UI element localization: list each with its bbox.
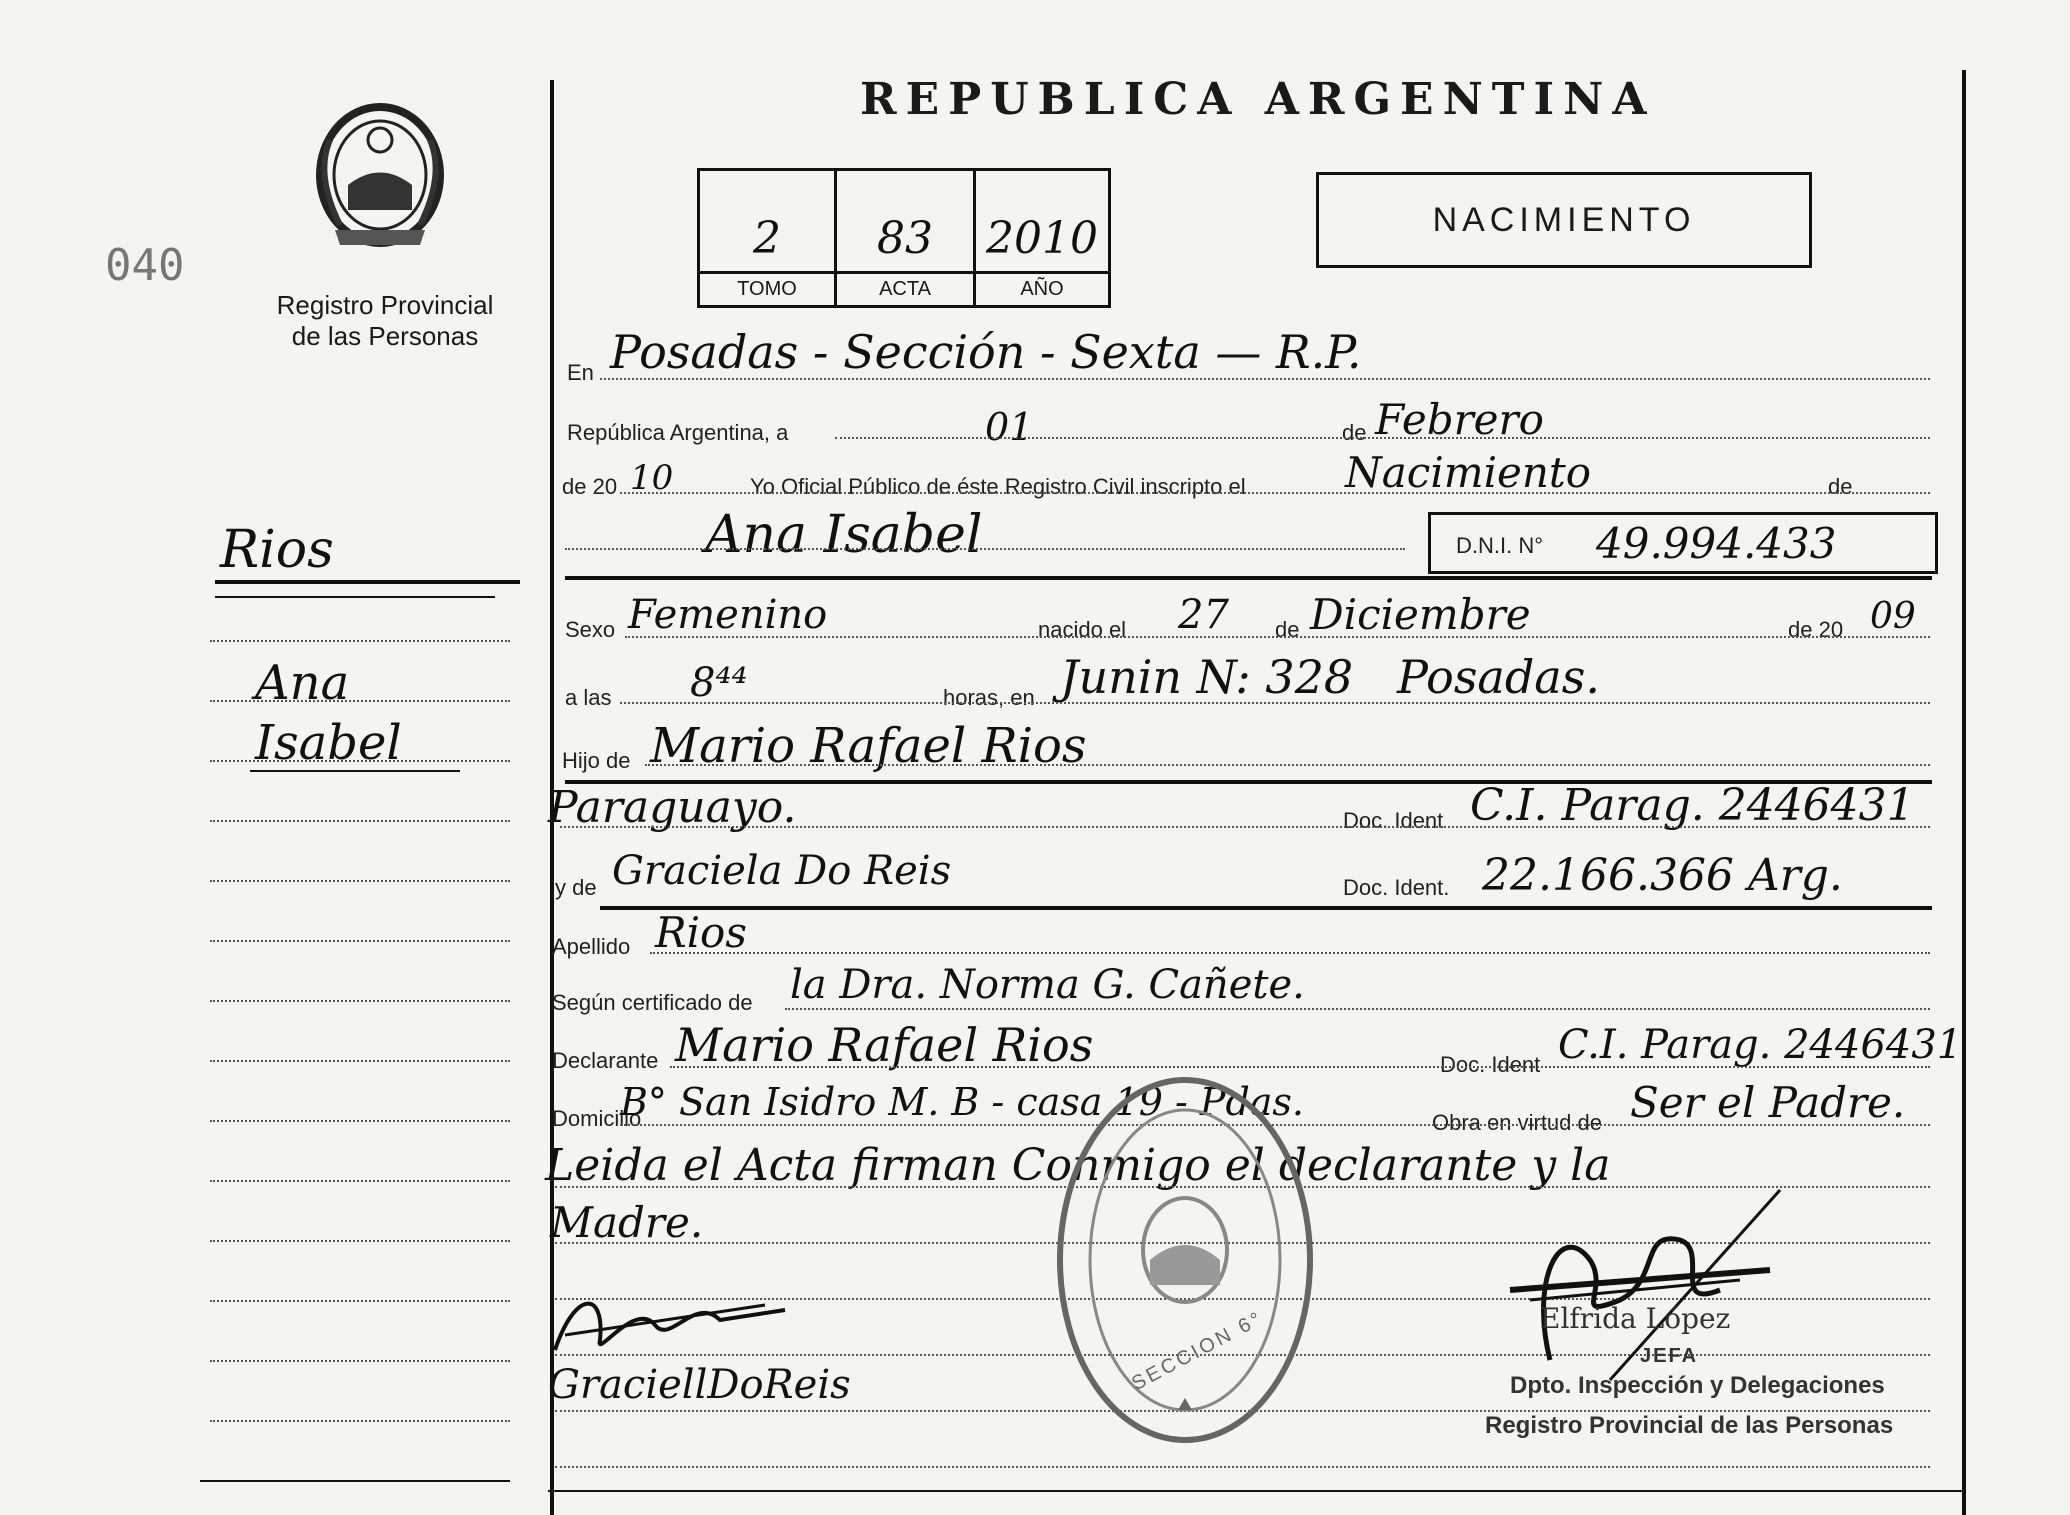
dni-box [1428, 512, 1938, 574]
label-doc-ident-2: Doc. Ident. [1343, 875, 1450, 900]
line-rule-1 [565, 576, 1932, 580]
stub-line [210, 940, 510, 942]
line-declarante [670, 1066, 1930, 1068]
label-segun: Según certificado de [552, 990, 753, 1015]
day-value: 01 [985, 405, 1034, 449]
official-title: JEFA [1640, 1345, 1699, 1367]
declarant-doc-value: C.I. Parag. 2446431 [1558, 1022, 1963, 1068]
official-dept: Dpto. Inspección y Delegaciones [1510, 1372, 1885, 1399]
doc-type: NACIMIENTO [1432, 200, 1696, 239]
registry-line2: de las Personas [291, 321, 479, 351]
act-type-value: Nacimiento [1345, 448, 1592, 497]
stub-line [210, 880, 510, 882]
line-y-de [600, 906, 1932, 910]
label-de20: de 20 [562, 474, 618, 499]
label-de-bmonth: de [1275, 617, 1300, 642]
stub-line [210, 1120, 510, 1122]
label-sexo: Sexo [565, 617, 616, 642]
stub-name-underline [250, 770, 460, 772]
country-title: REPUBLICA ARGENTINA [860, 74, 1656, 125]
label-y-de: y de [555, 875, 597, 900]
declarant-signature-icon [545, 1280, 805, 1370]
father-nationality-value: Paraguayo. [548, 782, 797, 833]
stub-line [210, 700, 510, 702]
mother-signature: GraciellDoReis [548, 1362, 851, 1408]
father-doc-value: C.I. Parag. 2446431 [1470, 780, 1915, 831]
mother-doc-value: 22.166.366 Arg. [1482, 850, 1843, 901]
label-domicilio: Domicilio [552, 1106, 642, 1131]
official-registry: Registro Provincial de las Personas [1485, 1412, 1894, 1439]
month-value: Febrero [1375, 395, 1544, 444]
label-declarante: Declarante [552, 1048, 659, 1073]
tomo-label: TOMO [700, 271, 834, 301]
birth-day-value: 27 [1178, 592, 1229, 638]
place-value: Posadas - Sección - Sexta — R.P. [610, 325, 1362, 379]
label-de-end: de [1828, 474, 1853, 499]
line-child-name [565, 548, 1405, 550]
official-name: Elfrida López [1540, 1302, 1731, 1335]
label-dni: D.N.I. N° [1456, 533, 1544, 558]
mother-value: Graciela Do Reis [612, 848, 952, 894]
label-yo-oficial: Yo Oficial Público de éste Registro Civil inscripto el [750, 474, 1246, 499]
registry-line1: Registro Provincial [276, 290, 494, 320]
label-a-las: a las [565, 685, 612, 710]
stub-line [210, 1000, 510, 1002]
tomo-value: 2 [753, 213, 781, 264]
label-de-200: de 20 [1788, 617, 1844, 642]
stub-line [210, 1240, 510, 1242]
stub-surname: Rios [220, 520, 334, 580]
anio-value: 2010 [986, 213, 1098, 264]
acta-label: ACTA [837, 271, 973, 301]
line-a-las [620, 702, 1930, 704]
stub-line [210, 760, 510, 762]
birth-year-value: 09 [1870, 596, 1916, 637]
tomo-cell [700, 171, 837, 305]
acta-cell [837, 171, 976, 305]
page-number: 040 [105, 240, 185, 291]
stub-line [210, 1420, 510, 1422]
address-value: B° San Isidro M. B - casa 19 - Pdas. [620, 1080, 1304, 1124]
label-obra: Obra en virtud de [1432, 1110, 1602, 1135]
note-line-2: Madre. [550, 1198, 704, 1247]
label-doc-ident-3: Doc. Ident [1440, 1052, 1541, 1077]
certificate-value: la Dra. Norma G. Cañete. [790, 962, 1305, 1008]
stub-line [210, 820, 510, 822]
sex-value: Femenino [628, 592, 828, 638]
stub-line [210, 640, 510, 642]
birth-place-value: Junin N: 328 Posadas. [1060, 650, 1600, 704]
line-de20 [620, 492, 1930, 494]
label-nacido: nacido el [1038, 617, 1127, 642]
stub-bottom-line [200, 1480, 510, 1482]
anio-label: AÑO [976, 271, 1108, 301]
label-de-month: de [1342, 420, 1367, 445]
stamp-text: SECCION 6° [1128, 1307, 1268, 1395]
label-horas: horas, en [943, 685, 1035, 710]
label-apellido: Apellido [552, 934, 631, 959]
line-hijo [645, 764, 1930, 766]
stub-line [210, 1060, 510, 1062]
declarant-value: Mario Rafael Rios [675, 1018, 1094, 1072]
stub-underline-1 [215, 580, 520, 584]
official-signature-icon [1470, 1180, 1800, 1390]
note-line-1: Leida el Acta firman Conmigo el declarante y la [545, 1140, 1611, 1191]
stub-line [210, 1360, 510, 1362]
line-republica [835, 437, 1930, 439]
stub-name-1: Ana [255, 655, 350, 711]
reason-value: Ser el Padre. [1630, 1078, 1906, 1127]
father-value: Mario Rafael Rios [650, 718, 1087, 774]
anio-cell [976, 171, 1108, 305]
child-name-value: Ana Isabel [705, 505, 983, 565]
line-sexo [625, 636, 1930, 638]
hour-value: 8⁴⁴ [690, 660, 748, 706]
surname-value: Rios [655, 908, 747, 957]
line-blank [555, 1466, 1930, 1468]
line-bottom [548, 1490, 1963, 1492]
official-stamp-icon [1050, 1070, 1320, 1450]
stub-line [210, 1180, 510, 1182]
line-apellido [650, 952, 1930, 954]
stub-underline-2 [215, 596, 495, 598]
line-nationality [560, 826, 1930, 828]
registry-name [240, 290, 530, 352]
line-segun [785, 1008, 1930, 1010]
dni-value: 49.994.433 [1596, 519, 1837, 568]
stub-line [210, 1300, 510, 1302]
birth-month-value: Diciembre [1310, 590, 1531, 639]
year-suffix-value: 10 [630, 458, 674, 498]
label-doc-ident: Doc. Ident [1343, 808, 1444, 833]
acta-value: 83 [877, 213, 933, 264]
provincial-seal-icon [300, 100, 460, 260]
register-box [697, 168, 1111, 308]
line-en [600, 378, 1930, 380]
label-hijo: Hijo de [562, 748, 631, 773]
label-en: En [567, 360, 594, 385]
right-border [1962, 70, 1966, 1515]
stub-name-2: Isabel [255, 715, 402, 771]
doc-type-box [1316, 172, 1812, 268]
label-republica: República Argentina, a [567, 420, 789, 445]
